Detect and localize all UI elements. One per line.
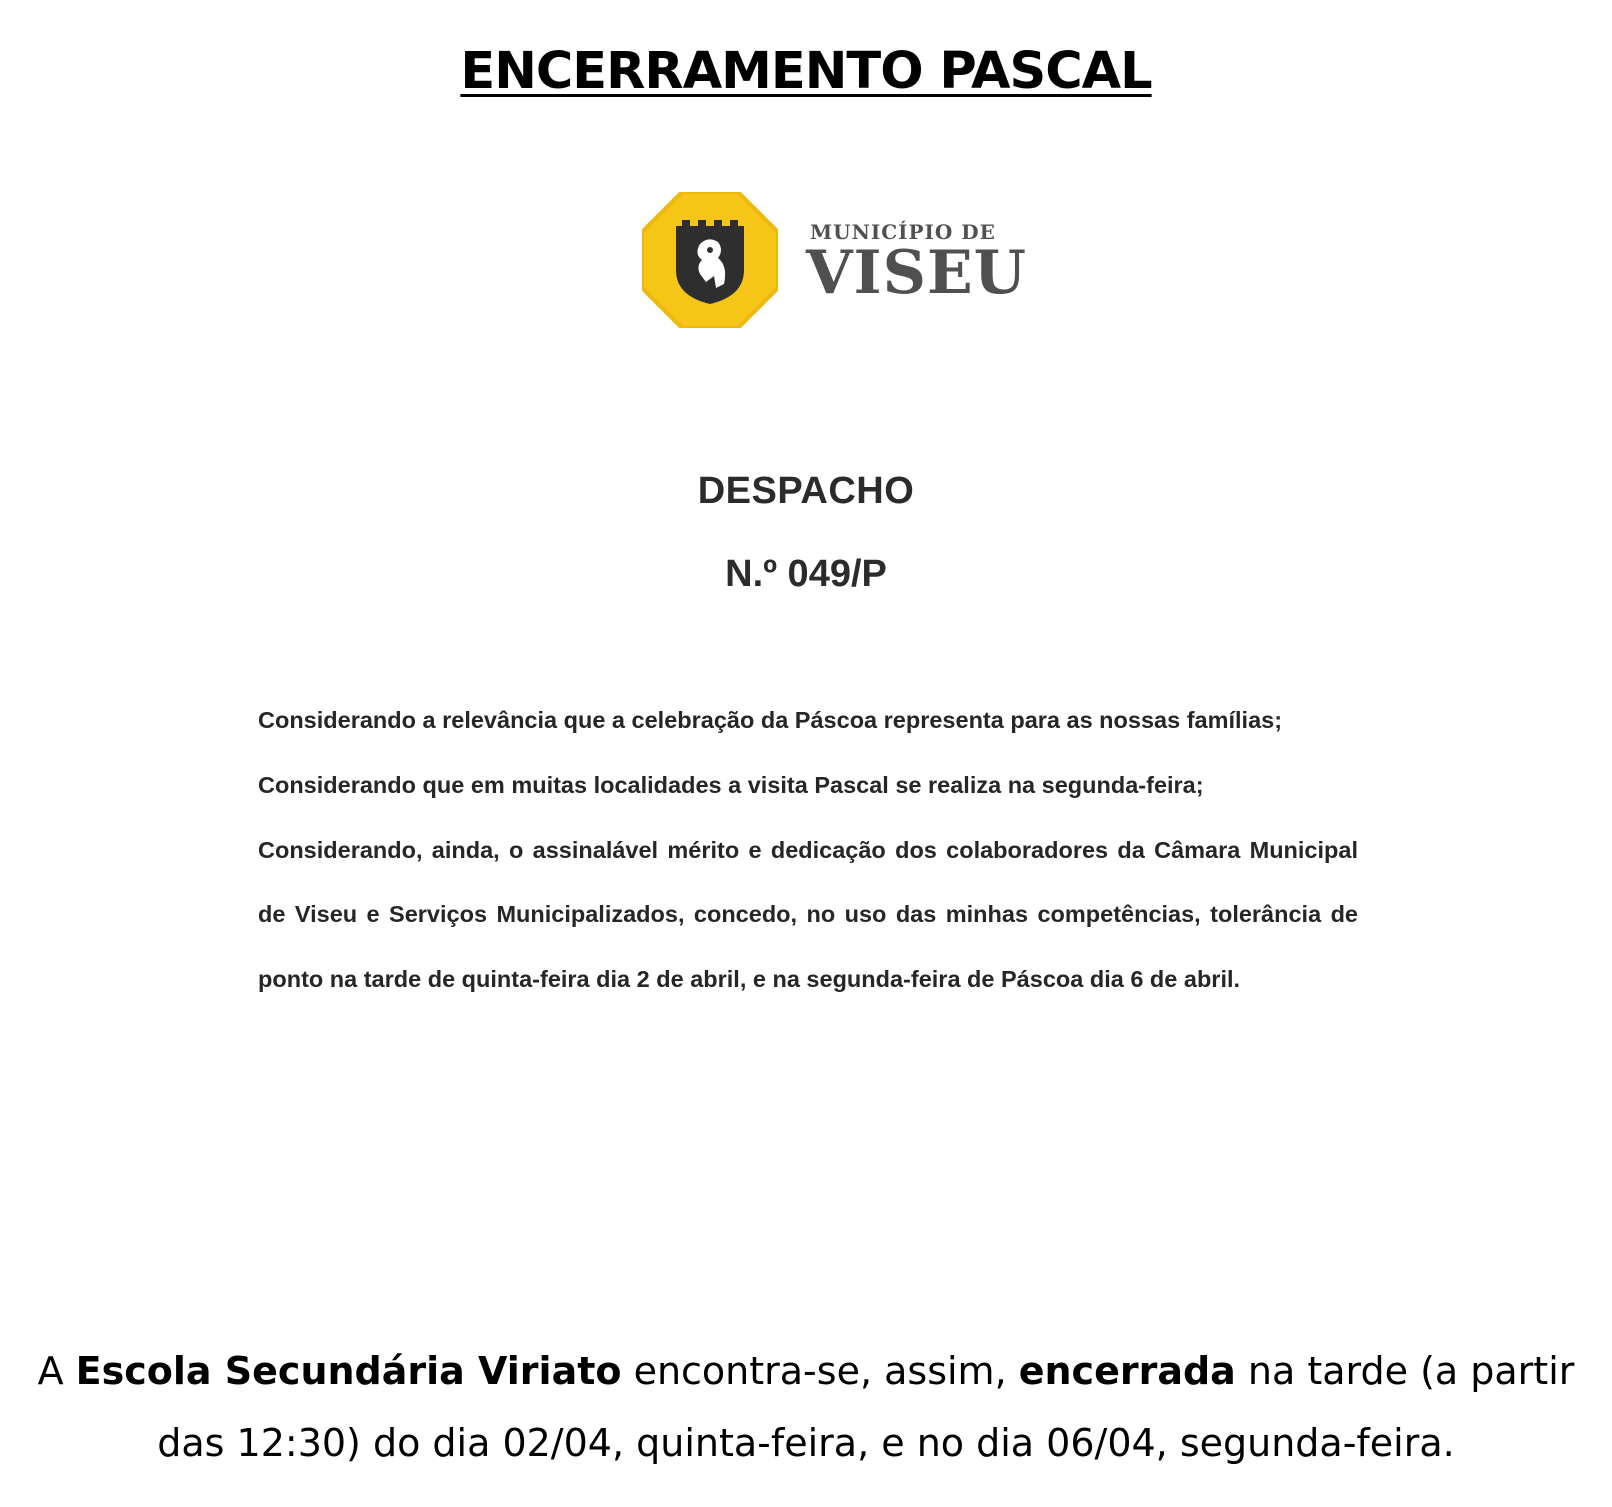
page-title-text: ENCERRAMENTO PASCAL [460,42,1152,101]
despacho-paragraph: Considerando, ainda, o assinalável mérito e dedicação dos colaboradores da Câmara Municipal de Viseu e Serviços Municipalizados, concedo, no uso das minhas competências, tolerância de ponto na tarde de quinta-feira dia 2 de abril, e na segunda-feira de Páscoa dia 6 de abril. [258,836,1358,993]
despacho-number: N.º 049/P [725,553,887,595]
closure-notice [30,1335,1582,1479]
viseu-shield-icon [642,192,778,328]
despacho-body [258,688,1358,1012]
despacho-title: DESPACHO [697,470,915,512]
school-name: Escola Secundária Viriato [75,1349,622,1393]
notice-text: na tarde (a partir das 12:30) do dia 02/04, quinta-feira, e no dia 06/04, segunda-feira. [157,1349,1575,1465]
despacho-paragraph: Considerando que em muitas localidades a visita Pascal se realiza na segunda-feira; [258,771,1204,798]
notice-text: A [37,1349,76,1393]
closure-status: encerrada [1018,1349,1236,1393]
despacho-paragraph: Considerando a relevância que a celebração da Páscoa representa para as nossas famílias; [258,707,1283,733]
notice-text: encontra-se, assim, [621,1349,1019,1393]
municipality-logo [642,192,1028,332]
page-title [0,40,1612,104]
logo-text-viseu: VISEU [806,238,1028,308]
logo-text-municipio: MUNICÍPIO DE [810,220,996,244]
